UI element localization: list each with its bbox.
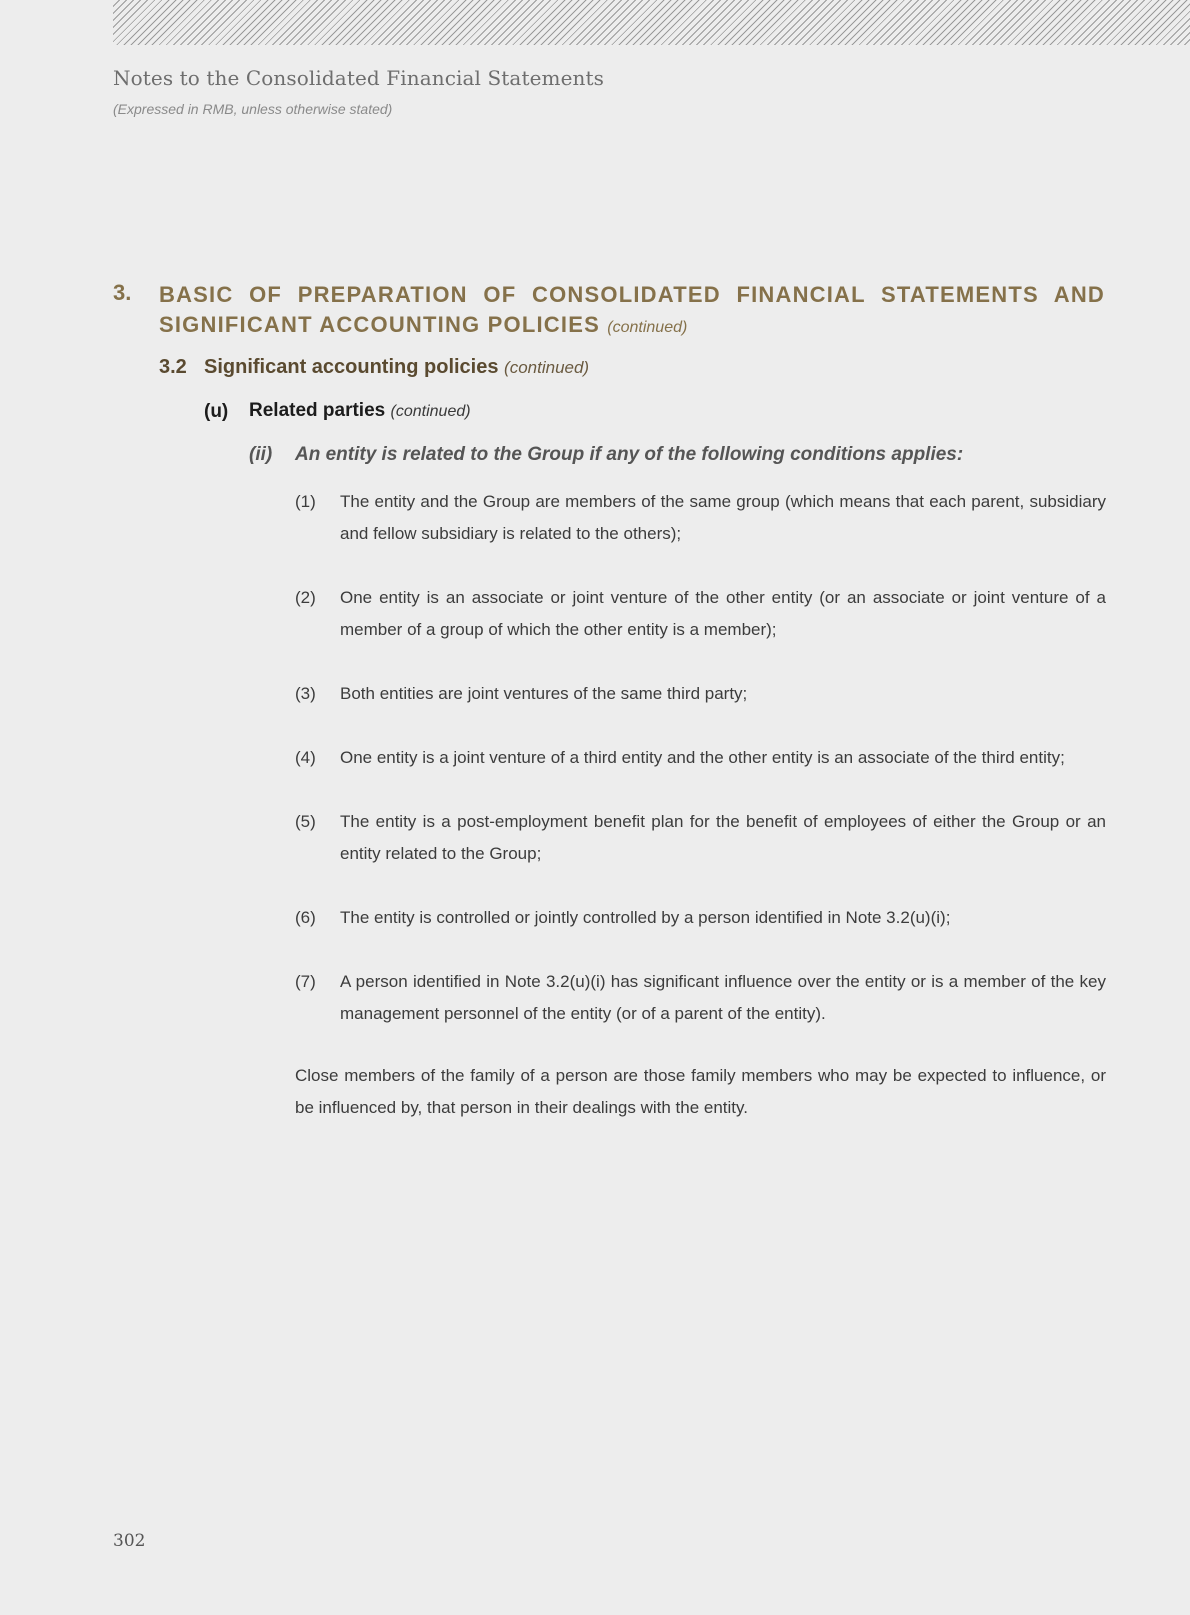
clause-continued: (continued) [390, 403, 471, 420]
list-item-text: Both entities are joint ventures of the same third party; [340, 684, 748, 703]
list-item-text: The entity is a post-employment benefit plan for the benefit of employees of either the Group or an entity related to the Group; [340, 812, 1106, 863]
clause-heading [249, 400, 471, 422]
subclause-title: An entity is related to the Group if any of the following conditions applies: [295, 444, 964, 465]
list-item-number: (1) [295, 492, 316, 511]
subsection-heading [204, 356, 589, 379]
page-header-subtitle: (Expressed in RMB, unless otherwise stated) [113, 101, 393, 117]
list-item-text: A person identified in Note 3.2(u)(i) has significant influence over the entity or is a member of the key management personnel of the entity (or of a parent of the entity). [340, 972, 1106, 1023]
list-item [295, 902, 1106, 934]
list-item-text: The entity and the Group are members of the same group (which means that each parent, subsidiary and fellow subsidiary is related to the others); [340, 492, 1106, 543]
closing-paragraph: Close members of the family of a person are those family members who may be expected to influence, or be influenced by, that person in their dealings with the entity. [295, 1066, 1106, 1117]
page-number: 302 [113, 1531, 146, 1551]
list-item-number: (2) [295, 588, 316, 607]
section-title: BASIC OF PREPARATION OF CONSOLIDATED FINANCIAL STATEMENTS AND SIGNIFICANT ACCOUNTING POLICIES [159, 282, 1105, 337]
list-item [295, 486, 1106, 550]
list-item [295, 678, 1106, 710]
clause-title: Related parties [249, 400, 386, 421]
list-item-number: (7) [295, 972, 316, 991]
list-item [295, 582, 1106, 646]
subsection-title: Significant accounting policies [204, 356, 499, 378]
list-item [295, 966, 1106, 1030]
list-item-number: (4) [295, 748, 316, 767]
header-hatch-band [113, 0, 1190, 45]
list-item-text: One entity is a joint venture of a third entity and the other entity is an associate of the third entity; [340, 748, 1065, 767]
list-item-number: (6) [295, 908, 316, 927]
list-item [295, 742, 1106, 774]
section-number: 3. [113, 280, 132, 305]
section-heading [159, 280, 1105, 343]
conditions-list [295, 486, 1106, 1062]
list-item-text: One entity is an associate or joint venture of the other entity (or an associate or joint venture of a member of a group of which the other entity is a member); [340, 588, 1106, 639]
list-item [295, 806, 1106, 870]
list-item-text: The entity is controlled or jointly controlled by a person identified in Note 3.2(u)(i); [340, 908, 951, 927]
page-header-title: Notes to the Consolidated Financial Statements [113, 66, 605, 90]
subclause-number: (ii) [249, 444, 273, 465]
list-item-number: (3) [295, 684, 316, 703]
section-continued: (continued) [607, 319, 688, 336]
clause-number: (u) [204, 401, 229, 422]
list-item-number: (5) [295, 812, 316, 831]
subsection-number: 3.2 [159, 356, 187, 378]
subsection-continued: (continued) [504, 358, 590, 377]
